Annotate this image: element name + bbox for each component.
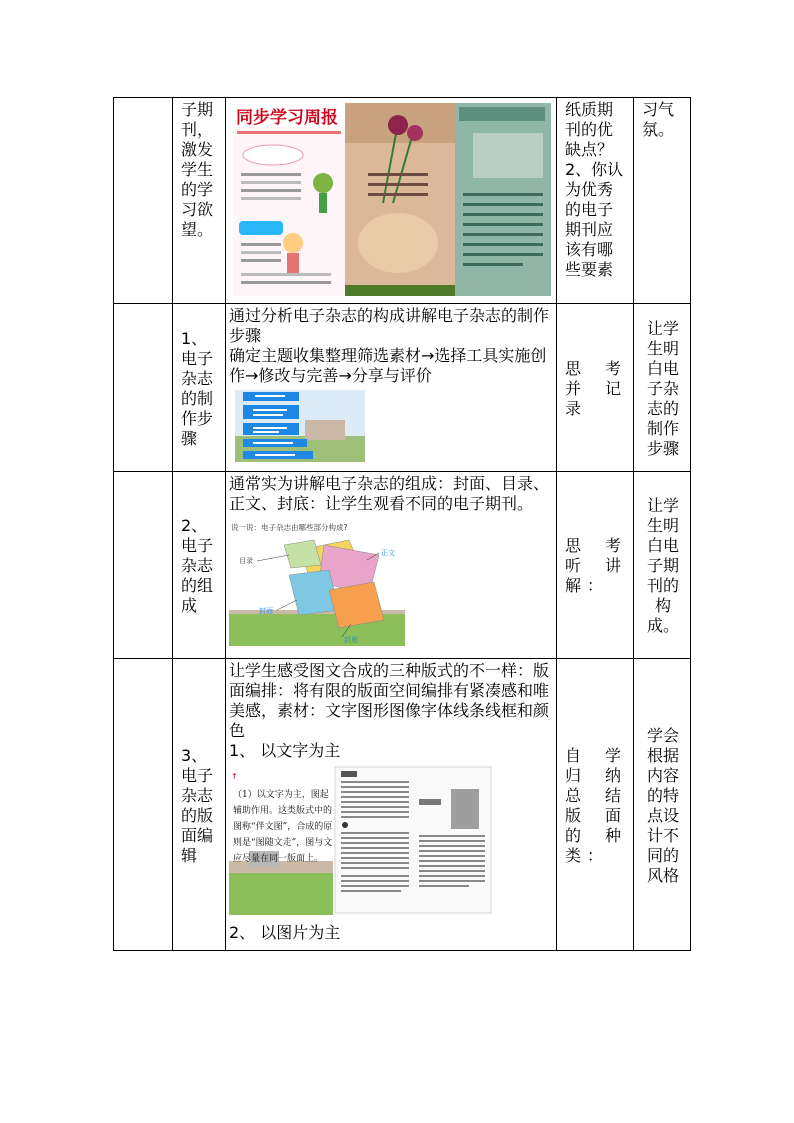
cell-text: 1、电子杂志的制作步骤 — [181, 328, 214, 448]
cell-text: 2、电子杂志的组成 — [181, 516, 214, 615]
table-cell — [114, 659, 173, 951]
cell-text: 让学生明白电子期刊的构成。 — [646, 496, 679, 635]
label-toc: 目录 — [239, 557, 253, 565]
lesson-plan-table — [113, 97, 691, 951]
student-activity-cell — [557, 472, 634, 659]
purpose-cell — [634, 98, 691, 304]
purpose-cell — [634, 304, 691, 472]
text-layout-example-image — [229, 765, 491, 915]
purpose-cell — [634, 659, 691, 951]
table-row — [114, 472, 691, 659]
content-text: 确定主题收集整理筛选素材→选择工具实施创作→修改与完善→分享与评价 — [229, 346, 547, 385]
cell-text: 纸质期刊的优缺点？2、你认为优秀的电子期刊应该有哪些要素 — [565, 100, 624, 279]
layout-type-2: 2、 以图片为主 — [229, 923, 341, 942]
label-back: 封底 — [344, 636, 358, 644]
content-text: 通常实为讲解电子杂志的组成：封面、目录、正文、封底：让学生观看不同的电子期刊。 — [229, 474, 550, 513]
bullet-marker-icon: ↑ — [231, 772, 238, 781]
content-text: 让学生感受图文合成的三种版式的不一样：版面编排：将有限的版面空间编排有紧凑感和唯美感，素材：文字图形图像字体线条线框和颜色 — [229, 661, 550, 740]
activity-cell — [173, 304, 226, 472]
newspaper-title: 同步学习周报 — [236, 108, 338, 128]
cell-text: 思考听讲解： — [565, 536, 627, 595]
magazine-parts-image — [229, 520, 405, 646]
cell-text: 思考并记录 — [565, 358, 627, 418]
table-row — [114, 304, 691, 472]
purpose-cell — [634, 472, 691, 659]
cell-text: 让学生明白电子杂志的制作步骤 — [646, 318, 679, 458]
cell-text: 3、电子杂志的版面编辑 — [181, 745, 214, 865]
layout-type-1: 1、 以文字为主 — [229, 741, 341, 760]
content-text: 通过分析电子杂志的构成讲解电子杂志的制作步骤 — [229, 306, 550, 345]
content-cell — [226, 659, 557, 951]
student-activity-cell — [557, 659, 634, 951]
magazine-preview-image — [233, 103, 551, 296]
text-layout-illustration — [229, 765, 491, 915]
table-row — [114, 98, 691, 304]
student-activity-cell — [557, 98, 634, 304]
table-cell — [114, 472, 173, 659]
magazine-illustration — [233, 103, 551, 296]
cell-text: 学会根据内容的特点设计不同的风格 — [646, 725, 679, 885]
cell-text: 子期刊，激发学生的学习欲望。 — [181, 100, 214, 239]
cell-text: 自学归纳总结版面的种类： — [565, 745, 627, 865]
slide-text: （1）以文字为主，图起辅助作用。这类版式中的图称“伴文图”，合成的原则是“图随文走”，图与文应尽量在同一版面上。 — [233, 790, 333, 864]
magazine-parts-illustration — [229, 520, 405, 646]
table-cell — [114, 98, 173, 304]
label-cover: 封面 — [259, 607, 273, 615]
steps-flow-illustration — [235, 390, 365, 462]
content-cell — [226, 304, 557, 472]
cell-text: 习气氛。 — [642, 100, 675, 139]
activity-cell — [173, 659, 226, 951]
student-activity-cell — [557, 304, 634, 472]
content-cell — [226, 472, 557, 659]
image-caption: 说一说：电子杂志由哪些部分构成? — [231, 523, 348, 532]
activity-cell — [173, 472, 226, 659]
steps-diagram-image — [235, 390, 365, 462]
content-cell — [226, 98, 557, 304]
table-row — [114, 659, 691, 951]
label-body: 正文 — [381, 549, 395, 557]
activity-cell — [173, 98, 226, 304]
table-cell — [114, 304, 173, 472]
